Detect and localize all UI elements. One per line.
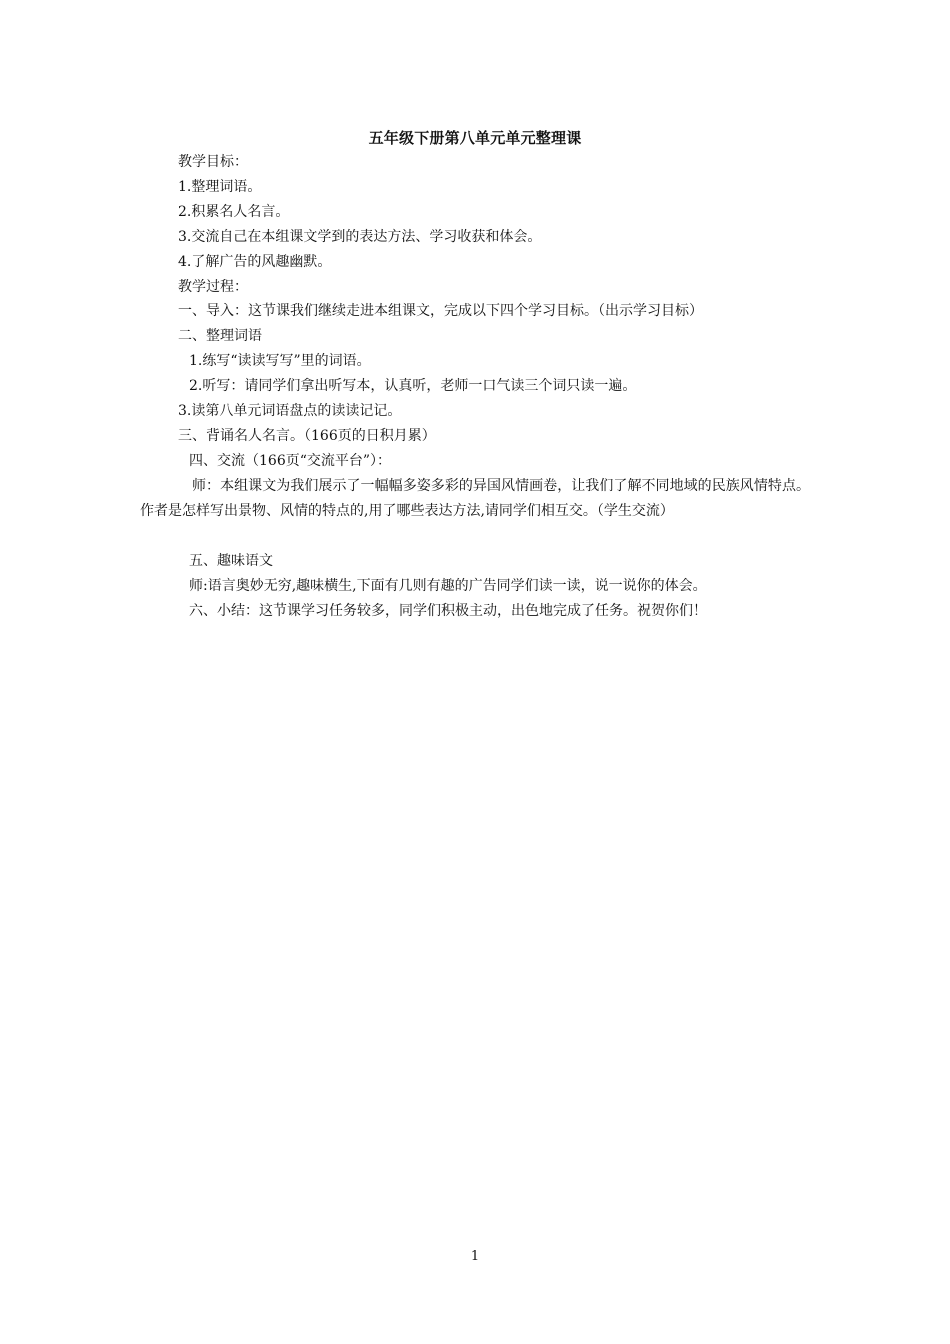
vocabulary-item: 3.读第八单元词语盘点的读读记记。: [178, 403, 402, 419]
document-title: 五年级下册第八单元单元整理课: [368, 129, 582, 147]
page-number: 1: [470, 1249, 480, 1264]
step-quotes: 三、背诵名人名言。（166页的日积月累）: [178, 428, 436, 444]
step-summary: 六、小结：这节课学习任务较多，同学们积极主动，出色地完成了任务。祝贺你们！: [189, 603, 707, 619]
objective-item: 2.积累名人名言。: [178, 204, 290, 220]
step-introduction: 一、导入：这节课我们继续走进本组课文，完成以下四个学习目标。（出示学习目标）: [178, 303, 703, 319]
step-exchange-heading: 四、交流（166页“交流平台”）：: [189, 453, 392, 469]
step-fun-chinese-heading: 五、趣味语文: [189, 553, 273, 569]
objective-item: 1.整理词语。: [178, 179, 262, 195]
section-heading-process: 教学过程：: [178, 279, 248, 295]
objective-item: 4.了解广告的风趣幽默。: [178, 254, 332, 270]
vocabulary-item: 2.听写：请同学们拿出听写本，认真听，老师一口气读三个词只读一遍。: [189, 378, 637, 394]
step-vocabulary-heading: 二、整理词语: [178, 328, 262, 344]
section-heading-objectives: 教学目标：: [178, 154, 248, 170]
objective-item: 3.交流自己在本组课文学到的表达方法、学习收获和体会。: [178, 229, 542, 245]
vocabulary-item: 1.练写“读读写写”里的词语。: [189, 353, 371, 369]
fun-chinese-paragraph: 师:语言奥妙无穷,趣味横生,下面有几则有趣的广告同学们读一读，说一说你的体会。: [189, 578, 707, 594]
exchange-paragraph: 师：本组课文为我们展示了一幅幅多姿多彩的异国风情画卷，让我们了解不同地域的民族风情特点。作者是怎样写出景物、风情的特点的,用了哪些表达方法,请同学们相互交。（学生交流）: [140, 478, 810, 519]
